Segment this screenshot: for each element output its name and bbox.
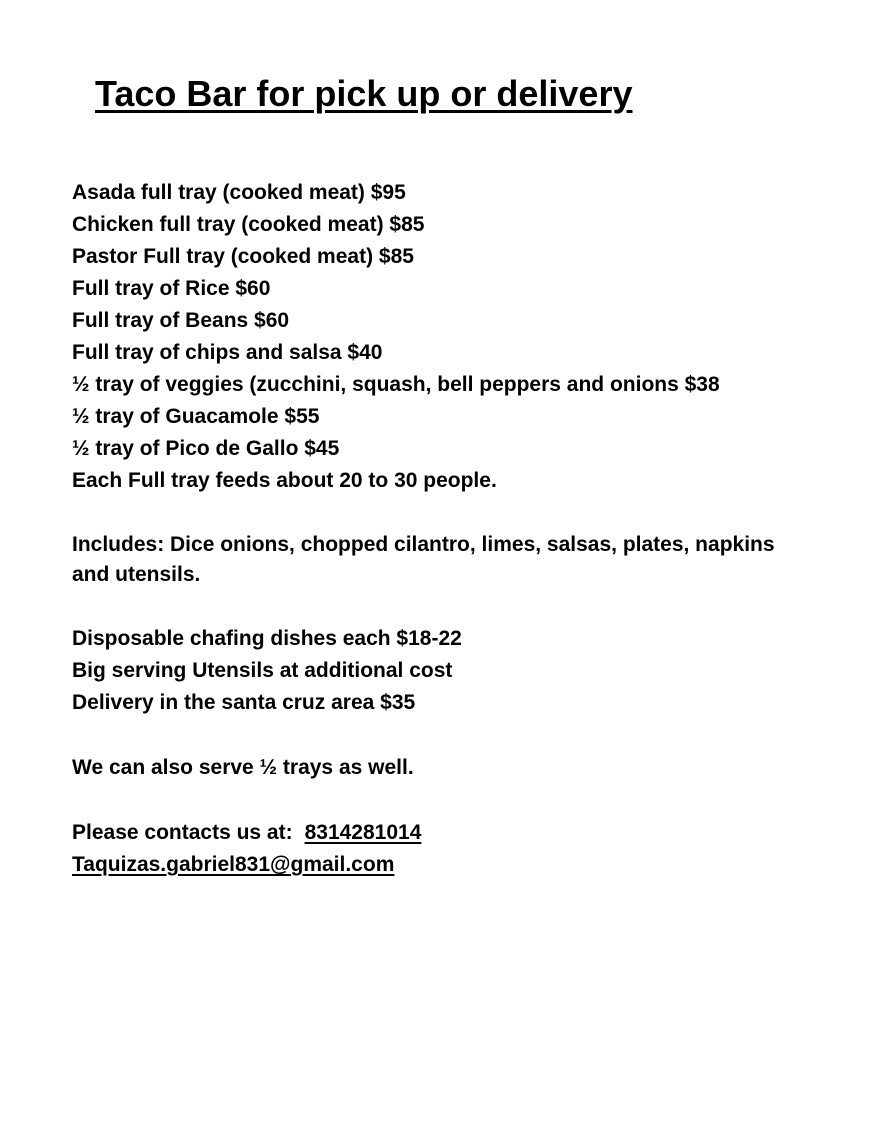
spacer <box>72 497 872 530</box>
menu-item-chicken: Chicken full tray (cooked meat) $85 <box>72 213 425 236</box>
extras-list <box>72 623 872 719</box>
page-title: Taco Bar for pick up or delivery <box>95 73 633 114</box>
serving-size-note: Each Full tray feeds about 20 to 30 people. <box>72 469 497 492</box>
includes-text: Includes: Dice onions, chopped cilantro, limes, salsas, plates, napkins and utensils. <box>72 533 775 586</box>
contact-label: Please contacts us at: <box>72 821 293 844</box>
menu-item-beans: Full tray of Beans $60 <box>72 309 290 332</box>
menu-item-chips-salsa: Full tray of chips and salsa $40 <box>72 341 383 364</box>
menu-list <box>72 177 872 497</box>
extra-serving-utensils: Big serving Utensils at additional cost <box>72 659 453 682</box>
menu-item-pico-de-gallo: ½ tray of Pico de Gallo $45 <box>72 437 340 460</box>
menu-item-veggies: ½ tray of veggies (zucchini, squash, bell peppers and onions $38 <box>72 373 720 396</box>
flyer-content <box>72 177 872 881</box>
menu-item-asada: Asada full tray (cooked meat) $95 <box>72 181 406 204</box>
contact-line <box>72 817 872 849</box>
menu-item-guacamole: ½ tray of Guacamole $55 <box>72 405 320 428</box>
menu-item-pastor: Pastor Full tray (cooked meat) $85 <box>72 245 414 268</box>
extra-delivery: Delivery in the santa cruz area $35 <box>72 691 416 714</box>
contact-section <box>72 817 872 881</box>
spacer <box>72 719 872 752</box>
half-trays-note: We can also serve ½ trays as well. <box>72 756 414 779</box>
contact-phone-link[interactable]: 8314281014 <box>304 821 422 844</box>
contact-email-link[interactable]: Taquizas.gabriel831@gmail.com <box>72 853 395 876</box>
spacer <box>72 784 872 817</box>
menu-item-rice: Full tray of Rice $60 <box>72 277 271 300</box>
spacer <box>72 590 872 623</box>
extra-chafing-dishes: Disposable chafing dishes each $18-22 <box>72 627 462 650</box>
